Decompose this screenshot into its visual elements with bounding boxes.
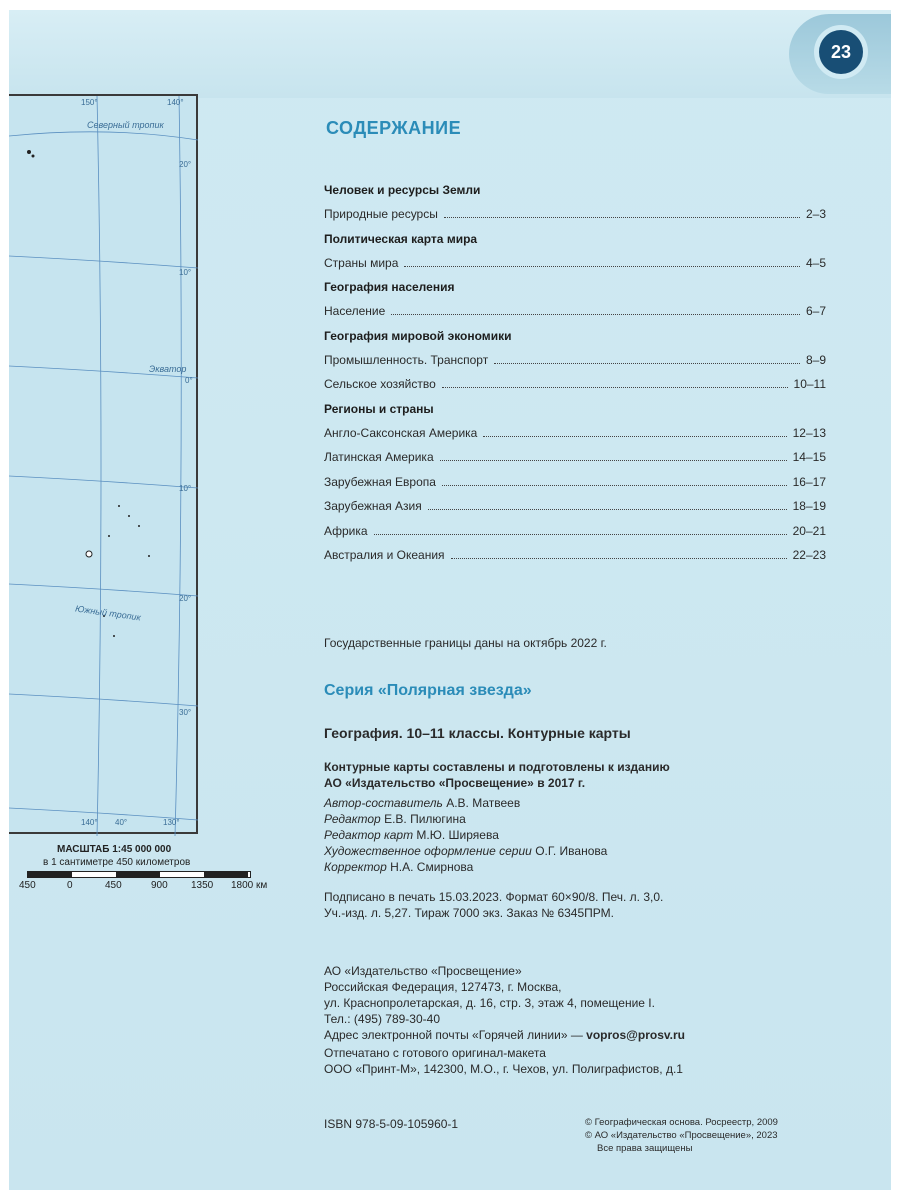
credit-name: Н.А. Смирнова	[390, 860, 474, 874]
toc-section-heading: Политическая карта мира	[324, 231, 478, 246]
map-panel	[9, 94, 198, 834]
scale-tick: 900	[151, 880, 168, 891]
publisher-line: АО «Издательство «Просвещение»	[324, 964, 522, 978]
toc-entry-pages: 16–17	[792, 474, 826, 489]
toc-leader-dots	[374, 534, 787, 535]
toc-entry[interactable]	[324, 519, 826, 544]
publisher-line: ул. Краснопролетарская, д. 16, стр. 3, этаж 4, помещение I.	[324, 996, 655, 1010]
toc-entry-label: Латинская Америка	[324, 450, 434, 464]
degree-label: 20°	[179, 160, 192, 169]
borders-note: Государственные границы даны на октябрь 2022 г.	[324, 636, 607, 650]
copyright-block	[585, 1116, 778, 1155]
credit-name: М.Ю. Ширяева	[416, 828, 499, 842]
hotline-email[interactable]: vopros@prosv.ru	[586, 1028, 686, 1042]
toc-entry-pages: 10–11	[793, 377, 826, 391]
copyright-line: © АО «Издательство «Просвещение», 2023	[585, 1130, 778, 1141]
credit-line	[324, 795, 607, 811]
credit-line	[324, 859, 607, 875]
degree-label: 130°	[163, 818, 180, 827]
toc-entry-label: Австралия и Океания	[324, 548, 445, 562]
toc-entry[interactable]	[324, 299, 826, 324]
credit-role: Корректор	[324, 860, 387, 874]
print-line: Подписано в печать 15.03.2023. Формат 60×90/8. Печ. л. 3,0.	[324, 890, 664, 904]
toc-entry-label: Зарубежная Азия	[324, 499, 422, 513]
toc-entry[interactable]	[324, 470, 826, 495]
toc-section-heading: Человек и ресурсы Земли	[324, 183, 481, 197]
toc-entry-pages: 12–13	[792, 425, 826, 440]
table-of-contents	[324, 178, 826, 568]
toc-entry[interactable]	[324, 421, 826, 446]
toc-entry-pages: 4–5	[805, 255, 826, 270]
series-title: Серия «Полярная звезда»	[324, 682, 532, 699]
copyright-line: © Географическая основа. Росреестр, 2009	[585, 1117, 778, 1128]
copyright-line: Все права защищены	[597, 1143, 693, 1154]
scale-bar	[27, 871, 251, 878]
toc-entry-pages: 18–19	[792, 499, 826, 513]
toc-entry-pages: 22–23	[792, 548, 826, 562]
degree-label: 150°	[81, 98, 98, 107]
toc-leader-dots	[428, 509, 787, 510]
toc-entry-pages: 20–21	[792, 523, 826, 538]
toc-leader-dots	[451, 558, 787, 559]
scale-tick: 0	[67, 880, 73, 891]
credit-name: О.Г. Иванова	[535, 844, 608, 858]
south-tropic-label: Южный тропик	[74, 603, 142, 623]
preparation-note	[324, 759, 670, 791]
credit-role: Редактор	[324, 812, 381, 826]
island-dot	[108, 535, 110, 537]
toc-leader-dots	[442, 387, 788, 388]
toc-entry-label: Природные ресурсы	[324, 207, 438, 221]
island-dot	[138, 525, 140, 527]
degree-label: 140°	[167, 98, 184, 107]
island-dot	[32, 155, 35, 158]
toc-entry-label: Население	[324, 304, 386, 318]
degree-label: 140°	[81, 818, 98, 827]
credit-name: А.В. Матвеев	[446, 796, 521, 810]
toc-entry[interactable]	[324, 372, 826, 397]
toc-entry-label: Страны мира	[324, 255, 399, 270]
printer-block	[324, 1045, 683, 1077]
printer-line: ООО «Принт-М», 142300, М.О., г. Чехов, ул. Полиграфистов, д.1	[324, 1062, 683, 1076]
toc-section-heading: География населения	[324, 280, 455, 294]
island-dot	[128, 515, 130, 517]
degree-label: 10°	[179, 268, 192, 277]
credit-line	[324, 827, 607, 843]
toc-leader-dots	[442, 485, 787, 486]
credit-name: Е.В. Пилюгина	[384, 812, 466, 826]
map-graticule	[9, 96, 198, 836]
scale-tick: 450	[19, 880, 36, 891]
island-marker	[86, 551, 92, 557]
publisher-line: Российская Федерация, 127473, г. Москва,	[324, 980, 562, 994]
parallel-line	[9, 476, 198, 488]
toc-entry[interactable]	[324, 202, 826, 227]
printer-line: Отпечатано с готового оригинал-макета	[324, 1046, 546, 1060]
meridian-line	[175, 96, 181, 836]
header-band	[9, 10, 891, 98]
parallel-line	[9, 584, 198, 596]
island-dot	[113, 635, 115, 637]
print-line: Уч.-изд. л. 5,27. Тираж 7000 экз. Заказ № 6345ПРМ.	[324, 906, 614, 920]
toc-section-heading: Регионы и страны	[324, 401, 434, 416]
toc-entry[interactable]	[324, 251, 826, 276]
scale-tick: 1800 км	[231, 880, 268, 891]
publisher-block	[324, 963, 685, 1043]
meridian-line	[97, 96, 101, 836]
north-tropic-label: Северный тропик	[87, 120, 164, 130]
island-dot	[118, 505, 120, 507]
credit-line	[324, 843, 607, 859]
degree-label: 40°	[115, 818, 128, 827]
toc-entry[interactable]	[324, 348, 826, 373]
toc-entry-label: Промышленность. Транспорт	[324, 352, 489, 367]
scale-tick: 1350	[191, 880, 214, 891]
hotline-line	[324, 1027, 685, 1043]
credit-role: Автор-составитель	[324, 796, 443, 810]
credits-list	[324, 795, 607, 875]
isbn: ISBN 978-5-09-105960-1	[324, 1117, 459, 1131]
toc-entry-pages: 2–3	[805, 207, 826, 221]
credit-role: Редактор карт	[324, 828, 414, 842]
publisher-line: Тел.: (495) 789-30-40	[324, 1012, 440, 1026]
toc-leader-dots	[483, 436, 786, 437]
parallel-line	[9, 256, 198, 268]
parallel-line	[9, 132, 198, 140]
preparation-line: Контурные карты составлены и подготовлены к изданию	[324, 760, 670, 774]
scale-title: МАСШТАБ 1:45 000 000	[57, 844, 172, 855]
toc-leader-dots	[391, 314, 800, 315]
degree-label: 30°	[179, 708, 192, 717]
island-dot	[148, 555, 150, 557]
toc-entry[interactable]	[324, 494, 826, 519]
credit-role: Художественное оформление серии	[324, 844, 532, 858]
toc-entry-pages: 6–7	[805, 304, 826, 318]
toc-entry-label: Зарубежная Европа	[324, 474, 436, 489]
hotline-label: Адрес электронной почты «Горячей линии» —	[324, 1028, 583, 1042]
toc-entry-pages: 14–15	[792, 450, 826, 464]
toc-leader-dots	[444, 217, 800, 218]
book-title: География. 10–11 классы. Контурные карты	[324, 725, 631, 741]
toc-entry[interactable]	[324, 445, 826, 470]
contents-title: СОДЕРЖАНИЕ	[326, 118, 462, 138]
toc-entry-label: Англо-Саксонская Америка	[324, 425, 478, 440]
preparation-line: АО «Издательство «Просвещение» в 2017 г.	[324, 776, 586, 790]
credit-line	[324, 811, 607, 827]
equator-label: Экватор	[149, 364, 187, 374]
degree-label: 0°	[185, 376, 193, 385]
toc-entry[interactable]	[324, 543, 826, 568]
degree-label: 10°	[179, 484, 192, 493]
toc-leader-dots	[404, 266, 800, 267]
toc-entry-label: Африка	[324, 523, 368, 538]
toc-leader-dots	[494, 363, 800, 364]
toc-leader-dots	[440, 460, 787, 461]
scale-subtitle: в 1 сантиметре 450 километров	[43, 857, 191, 868]
parallel-line	[9, 694, 198, 706]
scale-tick: 450	[105, 880, 122, 891]
print-details	[324, 889, 663, 921]
page	[9, 10, 891, 1190]
toc-section-heading: География мировой экономики	[324, 328, 512, 343]
page-number-badge: 23	[819, 30, 863, 74]
toc-entry-pages: 8–9	[805, 352, 826, 367]
toc-entry-label: Сельское хозяйство	[324, 377, 436, 391]
degree-label: 20°	[179, 594, 192, 603]
island-dot	[27, 150, 31, 154]
